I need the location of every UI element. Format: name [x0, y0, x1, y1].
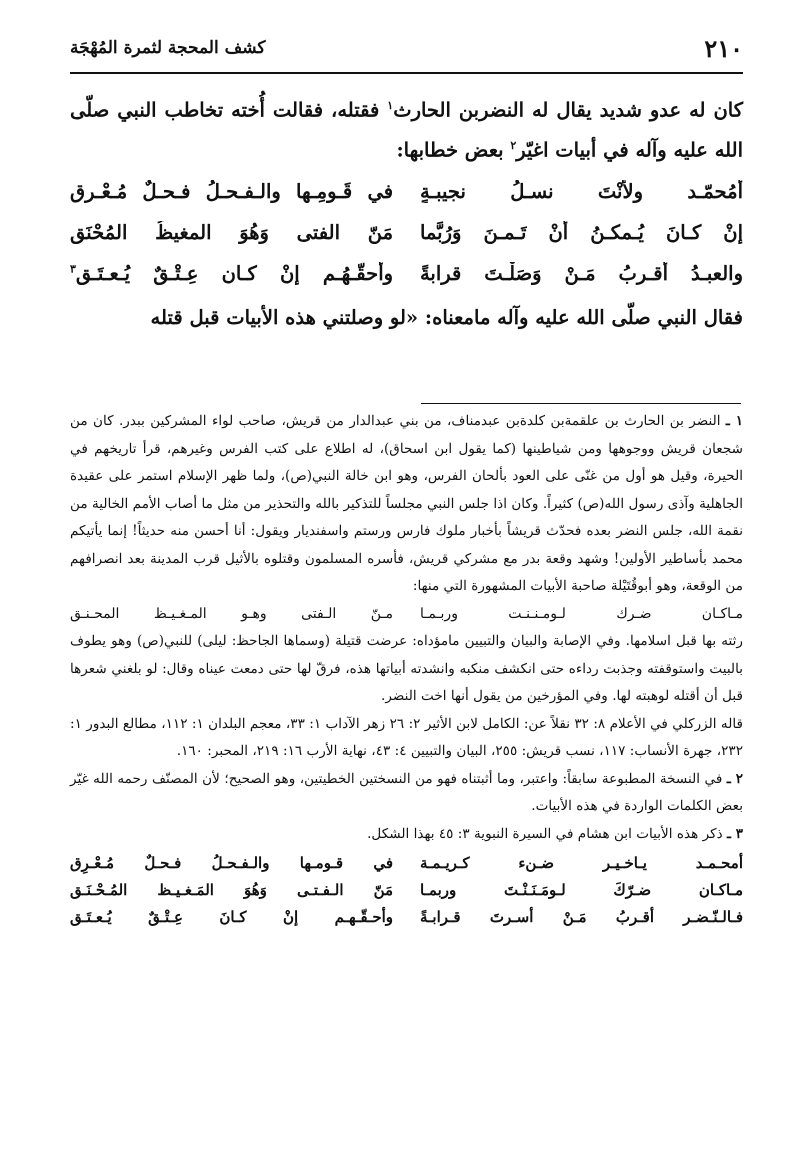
footnotes [70, 408, 743, 931]
verse-second-hemistich: في قَـومِـها والـفـحـلُ فـحـلٌ مُـعْـرِق [70, 180, 394, 203]
footnote-verse [70, 877, 743, 904]
page-number: ٢١٠ [704, 33, 743, 63]
verse-second-hemistich: وأحـقّـهـم إنْ كـانَ عِـتْـقٌ يُـعـتَـق [70, 907, 394, 926]
paragraph-text: بعض خطابها: [396, 138, 511, 161]
footnote-verse [70, 601, 743, 629]
footnote-ref-1: ١ [387, 99, 394, 112]
verse-first-hemistich: مـاكـان ضـرّكَ لـومَـنَـنْـتَ وربمـا [419, 880, 743, 899]
verse-first-hemistich: مـاكـان ضـرك لـومـنـنـت وربـمـا [419, 605, 743, 622]
verse-first-hemistich: والعبـدُ أقـربُ مَـنْ وَصَلْـتَ قرابةً [419, 262, 743, 285]
verse-first-hemistich: فـالـنّـضـر أقـربُ مَـنْ أسـرتَ قـرابـةً [419, 907, 743, 926]
verse-second-hemistich: مَنّ الفتى وَهُوَ المغيظُ المُحْنَق [70, 221, 394, 244]
verse-first-hemistich: إنْ كـانَ يُـمكـنُ أنْ تَـمـنَ وَرُبَّما [419, 221, 743, 244]
footnote-verse [70, 850, 743, 877]
header-rule [70, 72, 743, 74]
verse-second-hemistich: مَنّ الـفـتـى وَهُوَ المَـغـيـظ المُـحْـنَـق [70, 880, 394, 899]
verse-second-hemistich: في قـومـها والـفـحـلُ فـحـلٌ مُـعْـرِق [70, 853, 394, 872]
footnote-2 [70, 766, 743, 821]
footnote-text: ذكر هذه الأبيات ابن هشام في السيرة النبوية ٣: ٤٥ بهذا الشكل. [367, 825, 723, 842]
footnote-verse [70, 904, 743, 931]
footnote-ref-3: ٣ [70, 262, 76, 276]
verse-line [70, 253, 743, 294]
footnote-1-source: قاله الزركلي في الأعلام ٨: ٣٢ نقلاً عن: الكامل لابن الأثير ٢: ٢٦ زهر الآداب ١: ٣٣، معجم البلدان ١: ١١٢، مطالع البدور ١: ٢٣٢، جهرة الأنساب: ١١٧، نسب قريش: ٢٥٥، البيان والتبيين ٤: ٤٣، نهاية الأرب ١٦: ٢١٩، المحبر: ١٦٠. [70, 715, 743, 759]
footnote-1-continued: رثته بها قبل اسلامها. وفي الإصابة والبيان والتبيين مامؤداه: عرضت قتيلة (وسماها الجاحظ: ليلى) للنبي(ص) وهو يطوف بالبيت واستوقفته وجذبت رداءه حتى انكشف منكبه وانشدته أبياتها هذه، فرقّ لها حتى دمعت عيناه وقال: لو بلغني شعرها قبل أن أقتله لوهبته لها. وفي المؤرخين من يقول أنها اخت النضر. [70, 633, 743, 704]
verse-line [70, 171, 743, 212]
verse-second-hemistich [70, 262, 393, 285]
footnote-separator [421, 403, 741, 404]
verse-line [70, 212, 743, 253]
verse-second-hemistich: مـنّ الـفتى وهـو المـغـيـظ المحـنـق [70, 605, 394, 622]
page-header [70, 28, 743, 68]
verse-first-hemistich: أمحـمـد يـاخـيـر ضـنء كـريـمـة [419, 853, 743, 872]
footnote-3 [70, 821, 743, 849]
running-title: كشف المحجة لثمرة المُهْجَة [70, 38, 266, 58]
footnote-text: في النسخة المطبوعة سابقاً: واعتبر، وما أثبتناه فهو من النسختين الخطيتين، وهو الصحيح؛ لأن المصنّف رحمه الله غيّر بعض الكلمات الواردة في هذه الأبيات. [70, 770, 743, 814]
main-paragraph [70, 88, 743, 167]
verse-text: وأحقّـهُـم إنْ كـان عِـتْـقٌ يُـعـتَـق [75, 262, 394, 285]
footnote-text: النضر بن الحارث بن علقمةبن كلدةبن عبدمناف، من بني عبدالدار من قريش، صاحب لواء المشركين ببدر. كان من شجعان قريش ووجوهها ومن شياطينها (كما يقول ابن اسحاق)، له اطلاع على كتب الفرس وغيرهم، قرأ تاريخهم في الحيرة، وقيل هو أول من غنّى على العود بألحان الفرس، وهو ابن خالة النبي(ص)، ولما ظهر الإسلام استمر على عقيدة الجاهلية وآذى رسول الله(ص) كثيراً. وكان اذا جلس النبي مجلساً للتذكير بالله والتحذير من مثل ما أصاب الأمم الخالية من نقمة الله، جلس النضر بعده فحدّث قريشاً بأخبار ملوك فارس ورستم واسفنديار ويقول: أنا أحسن منه حديثاً! إنما يأتيكم محمد بأساطير الأولين! وشهد وقعة بدر مع مشركي قريش، فأسره المسلمون وقتلوه بالأثيل قرب المدينة بعد انصرافهم من الوقعة، وهو أبوقُتَيْلة صاحبة الأبيات المشهورة التي منها: [70, 413, 743, 594]
paragraph-text: فقتله، فقالت أُخته تخاطب النبي صلّى الله عليه وآله في أبيات اغيّر [70, 98, 743, 161]
footnote-3-poem [70, 850, 743, 931]
paragraph-text: كان له عدو شديد يقال له النضربن الحارث [393, 98, 743, 122]
poem [70, 171, 743, 294]
closing-line: فقال النبي صلّى الله عليه وآله مامعناه: «لو وصلتني هذه الأبيات قبل قتله [150, 306, 743, 329]
footnote-marker: ٣ ـ [726, 825, 743, 842]
footnote-marker: ١ ـ [725, 413, 744, 429]
footnote-marker: ٢ ـ [726, 770, 744, 787]
footnote-ref-2: ٢ [510, 138, 517, 152]
main-text [70, 88, 743, 167]
verse-first-hemistich: أَمُحمّـد ولأنْتَ نسـلُ نجيبـةٍ [419, 180, 743, 203]
footnote-1 [70, 408, 743, 601]
